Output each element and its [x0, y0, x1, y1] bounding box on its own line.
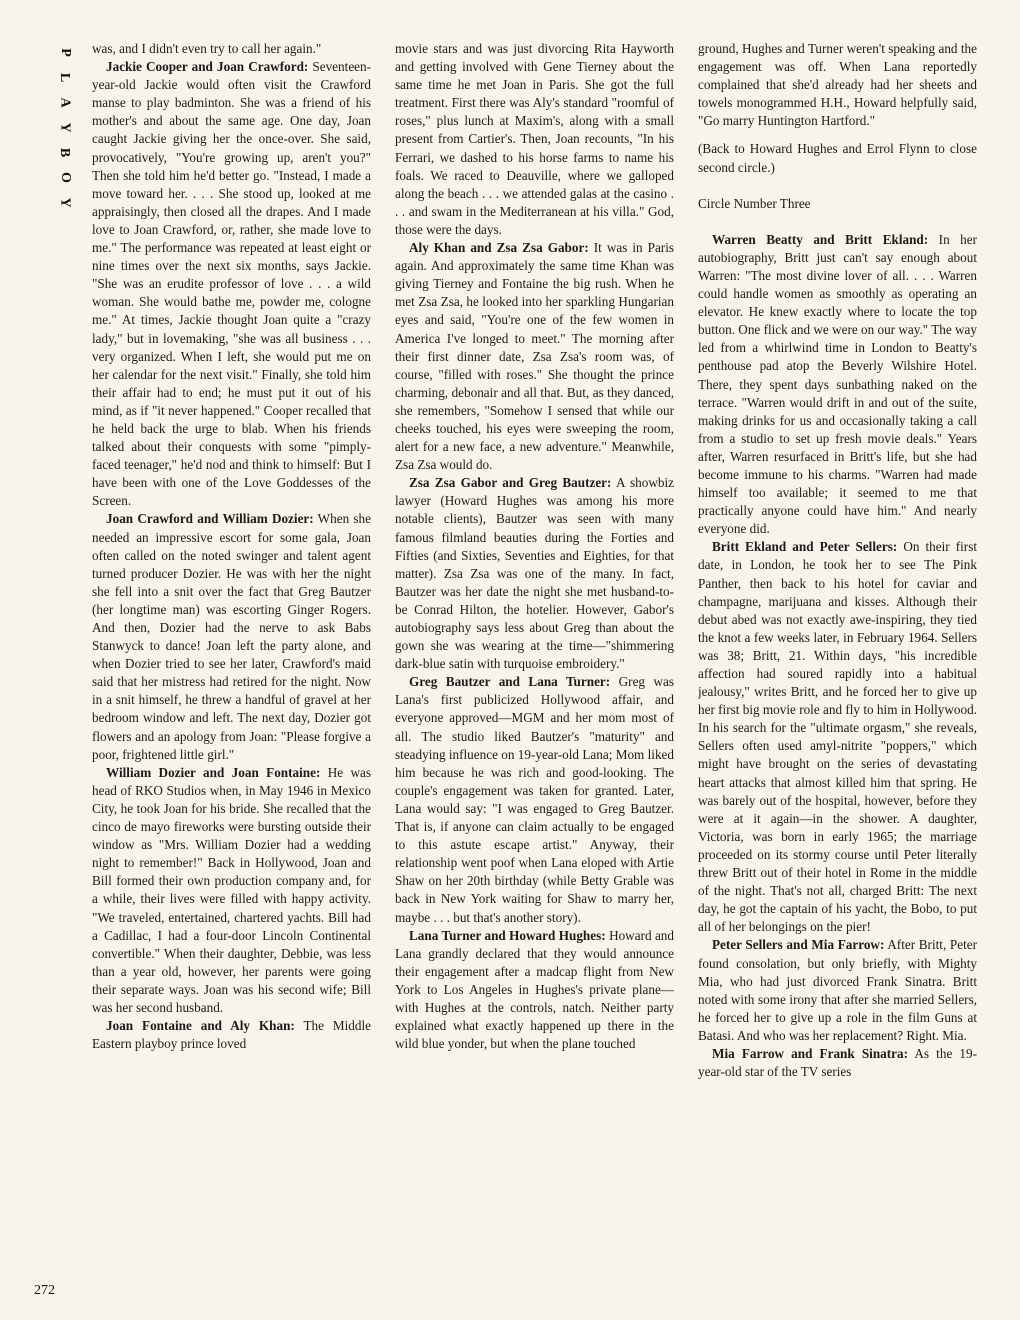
paragraph-text: On their first date, in London, he took her to see The Pink Panther, then back to his hotel for caviar and champagne, marijuana and kisses. Although their debut abed was not exactly awe-inspiring, they tied the knot a few weeks later, in February 1964. Sellers was 38; Britt, 21. Within days, "his incredible affection had soured rapidly into a habitual jealousy," writes Britt, and he forced her to give up her first big movie role and fly to him in Hollywood. In his search for the "ultimate orgasm," she reveals, Sellers often used amyl-nitrite "poppers," which might have brought on the series of devastating heart attacks that almost killed him that spring. He was barely out of the hospital, however, before they were at it again—in the shower. A daughter, Victoria, was born in early 1965; the marriage proceeded on its stormy course until Peter literally threw Britt out of their hotel in Rome in the middle of the night. That's not all, charged Britt: The next day, he got the captain of his yacht, the Bobo, to put all of her belongings on the pier!	[698, 539, 977, 935]
article-paragraph	[698, 231, 977, 539]
masthead-letter: L	[57, 72, 73, 83]
masthead-letter: O	[57, 172, 73, 183]
masthead-letter: P	[57, 48, 73, 57]
article-paragraph	[92, 40, 371, 58]
article-paragraph	[92, 58, 371, 510]
paragraph-text: In her autobiography, Britt just can't say enough about Warren: "The most divine lover of all. . . . Warren could handle women as smoothly as operating an elevator. He knew exactly where to locate the top button. One flick and we were on our way." The way led from a whirlwind time in London to Beatty's penthouse pad atop the Beverly Wilshire Hotel. There, they spent days sunbathing naked on the terrace. "Warren would drift in and out of the suite, making drinks for us and occasionally taking a call from a studio to set up fresh movie deals." Years after, Warren resurfaced in Britt's life, but she had become immune to his charms. "Warren had made himself too available; it seemed to me that practically anyone could have him." And nearly everyone did.	[698, 231, 977, 537]
column-3	[698, 40, 977, 1292]
article-paragraph	[698, 1045, 977, 1081]
page-number: 272	[34, 1283, 55, 1298]
paragraph-text: Howard and Lana grandly declared that they would announce their engagement after a madcap flight from New York to Los Angeles in Hughes's private plane—with Hughes at the controls, natch. Neither party explained what exactly happened up there in the wild blue yonder, but when the plane touched	[395, 927, 674, 1052]
paragraph-text: After Britt, Peter found consolation, but only briefly, with Mighty Mia, who had just divorced Frank Sinatra. Britt noted with some irony that after she married Sellers, he forced her to give up a role in the film Guns at Batasi. And who was her replacement? Right. Mia.	[698, 937, 977, 1043]
article-body	[92, 40, 978, 1292]
paragraph-lead: Joan Fontaine and Aly Khan:	[106, 1018, 295, 1034]
paragraph-text: ground, Hughes and Turner weren't speaking and the engagement was off. When Lana reportedly complained that she'd already had her sheets and towels monogrammed H.H., Howard helpfully said, "Go marry Huntington Hartford."	[698, 41, 977, 129]
article-paragraph	[698, 140, 977, 176]
article-paragraph	[698, 538, 977, 936]
paragraph-text: movie stars and was just divorcing Rita Hayworth and getting involved with Gene Tierney about the same time he met Joan in Paris. She got the full treatment. First there was Aly's standard "roomful of roses," plus lunch at Maxim's, along with a small present from Cartier's. Then, Joan recounts, "In his Ferrari, we dashed to his horse farms to name his foals. We raced to Deauville, where we galloped along the beach . . . we attended galas at the casino . . . and swam in the Mediterranean at his villa." God, those were the days.	[395, 41, 674, 237]
paragraph-text: Greg was Lana's first publicized Hollywood affair, and everyone approved—MGM and her mom most of all. The studio liked Bautzer's "maturity" and steadying influence on 19-year-old Lana; Mom liked him because he was rich and good-looking. The couple's engagement was taken for granted. Later, Lana would say: "I was engaged to Greg Bautzer. That is, if anyone can claim actually to be engaged to this astute escape artist." Anyway, their relationship went poof when Lana eloped with Artie Shaw on her 20th birthday (while Betty Grable was back in New York waiting for Shaw to marry her, maybe . . . but that's another story).	[395, 674, 674, 925]
masthead-letter: B	[57, 147, 73, 158]
paragraph-text: As the 19-year-old star of the TV series	[698, 1045, 977, 1080]
masthead-letter: Y	[57, 122, 73, 133]
article-paragraph	[395, 40, 674, 239]
paragraph-lead: Britt Ekland and Peter Sellers:	[712, 539, 898, 555]
article-paragraph	[395, 239, 674, 474]
paragraph-text: was, and I didn't even try to call her again."	[92, 41, 322, 56]
column-2	[395, 40, 674, 1292]
paragraph-text: The Middle Eastern playboy prince loved	[92, 1018, 371, 1052]
article-paragraph	[92, 1017, 371, 1053]
article-paragraph	[395, 927, 674, 1054]
column-1	[92, 40, 371, 1292]
article-paragraph	[698, 936, 977, 1045]
article-paragraph	[92, 764, 371, 1017]
paragraph-text: A showbiz lawyer (Howard Hughes was among his more notable clients), Bautzer was seen with many famous filmland beauties during the Forties and Fifties (and Sixties, Seventies and Eighties, for that matter). Zsa Zsa was one of the many. In fact, Bautzer was her date the night she met husband-to-be Conrad Hilton, the hotelier. However, Gabor's autobiography says less about Greg than about the gown she was wearing at the time—"shimmering dark-blue satin with turquoise embroidery."	[395, 475, 674, 672]
masthead-letter: A	[57, 97, 73, 108]
paragraph-lead: William Dozier and Joan Fontaine:	[106, 764, 321, 780]
paragraph-lead: Warren Beatty and Britt Ekland:	[712, 231, 929, 247]
paragraph-lead: Joan Crawford and William Dozier:	[106, 511, 314, 527]
paragraph-text: Circle Number Three	[698, 195, 811, 211]
paragraph-text: (Back to Howard Hughes and Errol Flynn to close second circle.)	[698, 141, 977, 175]
paragraph-text: Seventeen-year-old Jackie would often visit the Crawford manse to play badminton. She was a friend of his mother's and about the same age. One day, Joan caught Jackie giving her the once-over. She said, provocatively, "You're growing up, aren't you?" Then she told him he'd better go. "Instead, I made a move toward her. . . . She stood up, looked at me appraisingly, then closed all the drapes. And I made love to Joan Crawford, or, rather, she made love to me." The performance was repeated at least eight or nine times over the next six months, says Jackie. "She was an erudite professor of love . . . a wild woman. She would bathe me, powder me, cologne me." At times, Jackie thought Joan quite a "crazy lady," but in lovemaking, "she was all business . . . very organized. When I left, she would put me on her calendar for the next visit." Finally, she told him their affair had to end; he must put it out of his mind, as if "it never happened." Cooper recalled that he held back the urge to blab. When his friends talked about their conquests with some "pimply-faced teenager," he'd nod and think to himself: But I have been with one of the Love Goddesses of the Screen.	[92, 59, 371, 509]
paragraph-lead: Greg Bautzer and Lana Turner:	[409, 674, 611, 690]
paragraph-lead: Lana Turner and Howard Hughes:	[409, 927, 606, 943]
article-paragraph	[395, 673, 674, 926]
paragraph-lead: Zsa Zsa Gabor and Greg Bautzer:	[409, 475, 612, 491]
paragraph-text: He was head of RKO Studios when, in May 1946 in Mexico City, he took Joan for his bride. She recalled that the cinco de mayo fireworks were bursting outside their window as "Mrs. William Dozier had a wedding night to remember!" Back in Hollywood, Joan and Bill formed their own production company and, for a while, their lives were filled with happy activity. "We traveled, entertained, chartered yachts. Bill had a Cadillac, I had a four-door Lincoln Continental convertible." When their daughter, Debbie, was less than a year old, however, her parents were going their separate ways. Joan was his second wife; Bill was her second husband.	[92, 764, 371, 1015]
paragraph-lead: Mia Farrow and Frank Sinatra:	[712, 1045, 909, 1061]
article-paragraph	[698, 40, 977, 130]
paragraph-lead: Jackie Cooper and Joan Crawford:	[106, 59, 309, 75]
masthead-letter: Y	[57, 197, 73, 208]
paragraph-lead: Aly Khan and Zsa Zsa Gabor:	[409, 240, 589, 256]
paragraph-text: It was in Paris again. And approximately the same time Khan was giving Tierney and Fontaine the big rush. When he met Zsa Zsa, he looked into her sparkling Hungarian eyes and said, "You're one of the few women in America I've longed to meet." The morning after their first dinner date, Zsa Zsa's room was, of course, "filled with roses." She thought the prince charming, debonair and all that. But, as they danced, she remembers, "Somehow I sensed that while our cheeks touched, his eyes were sweeping the room, alert for a new face, a new adventure." Meanwhile, Zsa Zsa would do.	[395, 240, 674, 473]
paragraph-text: When she needed an impressive escort for some gala, Joan often called on the noted swinger and talent agent turned producer Dozier. He was with her the night she fell into a snit over the fact that Greg Bautzer (her longtime man) was escorting Ginger Rogers. And then, Dozier had the nerve to ask Babs Stanwyck to dance! Joan left the party alone, and when Dozier tried to see her later, Crawford's maid said that her mistress had retired for the night. Now in a snit himself, he threw a handful of gravel at her bedroom window and left. The next day, Dozier got flowers and an apology from Joan: "Please forgive a poor, frightened little girl."	[92, 511, 371, 762]
section-heading	[698, 195, 977, 213]
masthead	[50, 40, 80, 215]
article-paragraph	[92, 510, 371, 763]
paragraph-lead: Peter Sellers and Mia Farrow:	[712, 937, 885, 953]
article-paragraph	[395, 474, 674, 673]
